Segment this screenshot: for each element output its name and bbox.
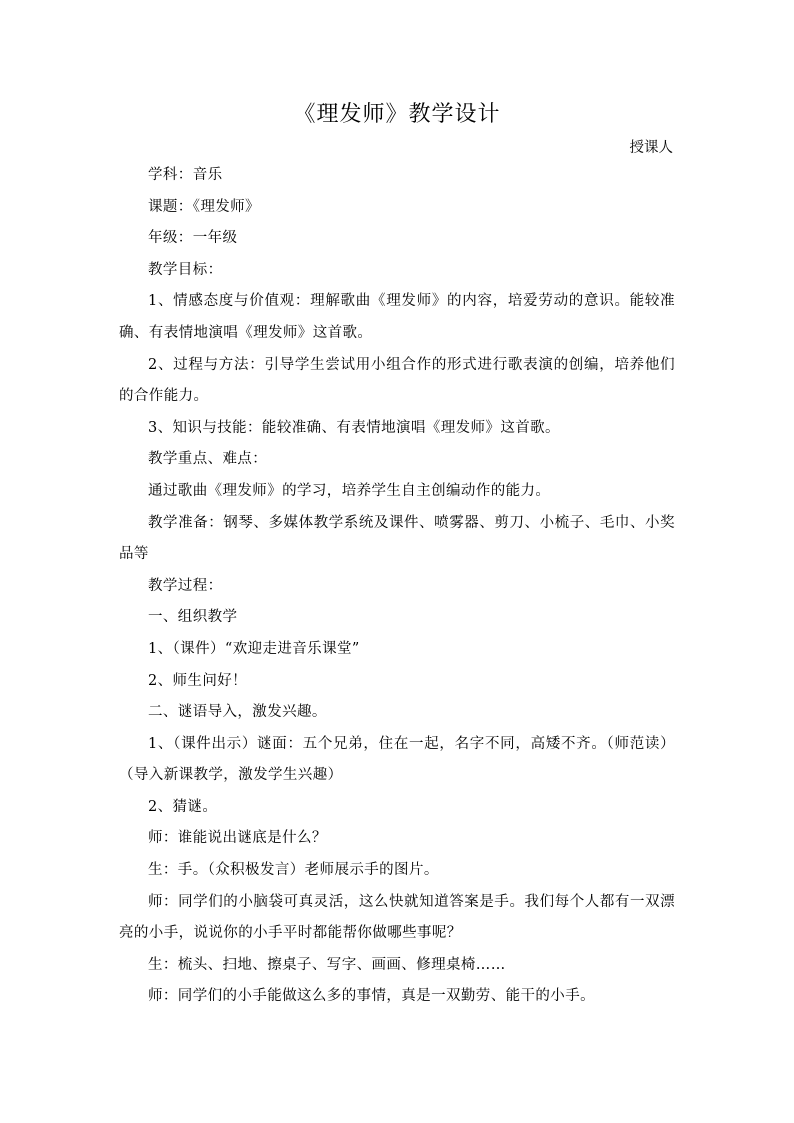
paragraph: 2、过程与方法：引导学生尝试用小组合作的形式进行歌表演的创编，培养他们的合作能力。 xyxy=(119,356,675,405)
paragraph: 生：手。（众积极发言）老师展示手的图片。 xyxy=(148,862,439,879)
paragraph: 师：谁能说出谜底是什么？ xyxy=(148,830,327,847)
paragraph: 师：同学们的小手能做这么多的事情，真是一双勤劳、能干的小手。 xyxy=(148,988,595,1005)
paragraph: 1、（课件）“欢迎走进音乐课堂” xyxy=(148,640,360,657)
paragraph: 教学重点、难点： xyxy=(148,451,268,468)
author-label: 授课人 xyxy=(629,140,673,156)
paragraph: 课题：《理发师》 xyxy=(148,198,260,215)
document-body xyxy=(119,160,675,1013)
paragraph: 通过歌曲《理发师》的学习，培养学生自主创编动作的能力。 xyxy=(148,482,551,499)
paragraph: 师：同学们的小脑袋可真灵活，这么快就知道答案是手。我们每个人都有一双漂亮的小手，说说你的小手平时都能帮你做哪些事呢？ xyxy=(119,893,675,942)
paragraph: 1、情感态度与价值观：理解歌曲《理发师》的内容，培爱劳动的意识。能较准确、有表情地演唱《理发师》这首歌。 xyxy=(119,293,675,341)
paragraph: 生：梳头、扫地、擦桌子、写字、画画、修理桌椅…… xyxy=(148,956,506,973)
paragraph: 3、知识与技能：能较准确、有表情地演唱《理发师》这首歌。 xyxy=(148,419,560,436)
paragraph: 学科：音乐 xyxy=(148,167,223,183)
paragraph: 教学准备：钢琴、多媒体教学系统及课件、喷雾器、剪刀、小梳子、毛巾、小奖品等 xyxy=(119,514,675,563)
paragraph: 二、谜语导入，激发兴趣。 xyxy=(148,704,327,721)
paragraph: 教学目标： xyxy=(148,261,223,278)
paragraph: 2、师生问好！ xyxy=(148,672,248,689)
paragraph: 2、猜谜。 xyxy=(148,798,218,815)
paragraph: 1、（课件出示）谜面：五个兄弟，住在一起，名字不同，高矮不齐。（师范读）（导入新课教学，激发学生兴趣） xyxy=(119,735,675,784)
paragraph: 一、组织教学 xyxy=(148,609,238,626)
document-title: 《理发师》教学设计 xyxy=(293,102,501,127)
paragraph: 教学过程： xyxy=(148,577,223,594)
paragraph: 年级：一年级 xyxy=(148,230,238,247)
